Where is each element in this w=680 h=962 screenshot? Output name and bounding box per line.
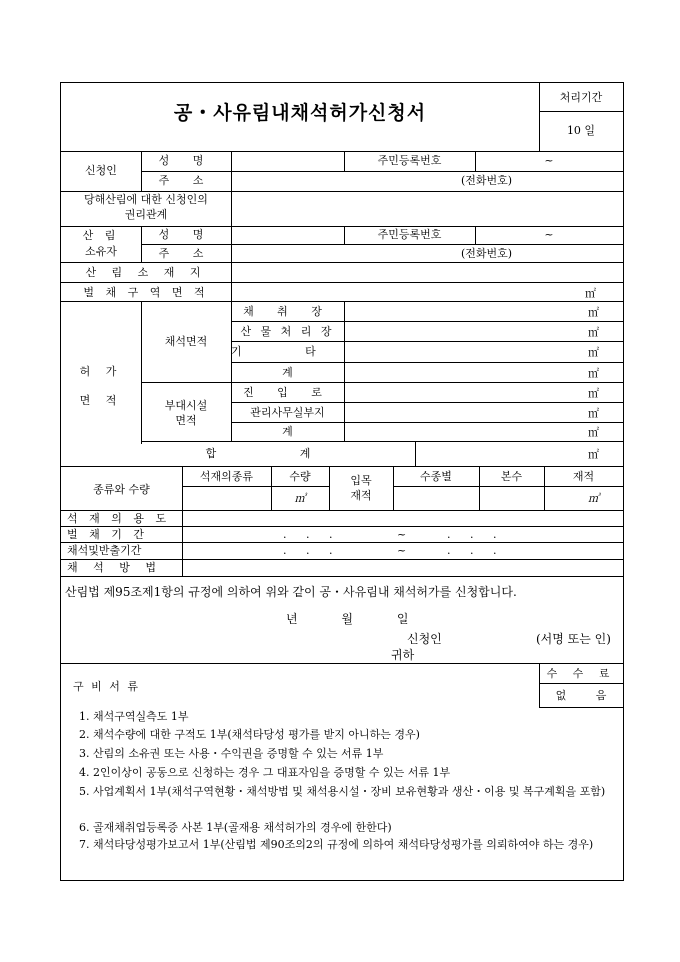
felling-period-label: 벌 채 기 간 — [67, 528, 148, 541]
quarry-row-label: 채 취 장 — [243, 305, 332, 318]
fee-label: 수 수 료 — [546, 667, 616, 680]
applicant-id-label: 주민등록번호 — [377, 154, 442, 167]
quarry-row-unit: ㎡ — [588, 306, 599, 319]
document-item: 7. 채석타당성평가보고서 1부(산림법 제90조의2의 규정에 의하여 채석타당성평가를 의뢰하여야 하는 경우) — [79, 838, 594, 851]
permit-total-unit: ㎡ — [588, 448, 599, 461]
declaration-applicant: 신청인 — [407, 632, 442, 646]
quarry-period-label: 채석및반출기간 — [67, 544, 142, 557]
stone-use-label: 석 재 의 용 도 — [67, 512, 171, 525]
quarry-period-end[interactable]: . . . — [447, 544, 497, 557]
quarry-row-label: 계 — [282, 366, 293, 379]
rights-label-line2: 권리관계 — [124, 208, 168, 221]
owner-id-label: 주민등록번호 — [377, 228, 442, 241]
facility-row-unit: ㎡ — [588, 387, 599, 400]
application-form — [60, 82, 624, 881]
quantity-unit: ㎥ — [294, 492, 306, 505]
kind-qty-label: 종류와 수량 — [93, 483, 150, 496]
quarry-row-unit: ㎡ — [588, 367, 599, 380]
facility-area-group-line2: 면적 — [175, 414, 197, 427]
declaration-sign[interactable]: (서명 또는 인) — [536, 632, 611, 646]
form-title: 공・사유림내채석허가신청서 — [173, 102, 427, 124]
quarry-row-label: 기 타 — [231, 345, 346, 358]
standing-tree-header-line2: 재적 — [350, 489, 372, 502]
owner-label-line2: 소유자 — [85, 245, 117, 258]
documents-heading: 구 비 서 류 — [73, 680, 140, 693]
permit-area-label-line2: 면 적 — [79, 394, 123, 407]
document-item: 1. 채석구역실측도 1부 — [79, 710, 189, 723]
applicant-phone-label[interactable]: (전화번호) — [461, 174, 513, 187]
document-item: 4. 2인이상이 공동으로 신청하는 경우 그 대표자임을 증명할 수 있는 서류 1부 — [79, 766, 451, 779]
facility-area-group-line1: 부대시설 — [164, 399, 208, 412]
owner-address-label: 주 소 — [158, 247, 214, 260]
applicant-address-label: 주 소 — [158, 174, 214, 187]
quarry-row-unit: ㎡ — [588, 326, 599, 339]
document-item: 2. 채석수량에 대한 구적도 1부(채석타당성 평가를 받지 아니하는 경우) — [79, 728, 420, 741]
processing-period-value: 10 일 — [566, 124, 596, 137]
felling-period-start[interactable]: . . . — [283, 528, 333, 541]
quarry-period-sep: ~ — [397, 544, 407, 557]
quarry-row-unit: ㎡ — [588, 346, 599, 359]
quarry-area-group-label: 채석면적 — [164, 335, 208, 348]
quantity-header: 수량 — [289, 470, 311, 483]
applicant-label: 신청인 — [85, 164, 117, 177]
fee-value: 없 음 — [555, 689, 607, 702]
facility-row-unit: ㎡ — [588, 426, 599, 439]
applicant-name-label: 성 명 — [158, 154, 214, 167]
owner-name-label: 성 명 — [158, 228, 214, 241]
document-item: 5. 사업계획서 1부(채석구역현황・채석방법 및 채석용시설・장비 보유현황과 생산・이용 및 복구계획을 포함) — [79, 785, 606, 798]
owner-phone-label[interactable]: (전화번호) — [461, 247, 513, 260]
permit-area-label-line1: 허 가 — [79, 365, 123, 378]
felling-period-sep: ~ — [397, 528, 407, 541]
permit-total-label: 합 계 — [205, 447, 351, 460]
volume-header: 재적 — [572, 470, 595, 483]
owner-id-field[interactable]: ~ — [544, 228, 554, 241]
felling-period-end[interactable]: . . . — [447, 528, 497, 541]
species-header: 수종별 — [420, 470, 452, 483]
stone-type-header: 석재의종류 — [199, 470, 254, 483]
standing-tree-header-line1: 입목 — [350, 474, 372, 487]
quarry-method-label: 채 석 방 법 — [67, 561, 162, 574]
document-item: 3. 산림의 소유권 또는 사용・수익권을 증명할 수 있는 서류 1부 — [79, 747, 384, 760]
volume-unit: ㎥ — [588, 492, 599, 505]
facility-row-label: 관리사무실부지 — [250, 406, 325, 419]
quarry-period-start[interactable]: . . . — [283, 544, 333, 557]
declaration-date[interactable]: 년 월 일 — [286, 612, 409, 626]
declaration-text: 산림법 제95조제1항의 규정에 의하여 위와 같이 공・사유림내 채석허가를 신청합니다. — [65, 585, 517, 599]
tree-count-header: 본수 — [500, 470, 523, 483]
felling-area-label: 벌 채 구 역 면 적 — [83, 286, 209, 299]
processing-period-label: 처리기간 — [559, 91, 603, 104]
document-item: 6. 골재채취업등록증 사본 1부(골재용 채석허가의 경우에 한한다) — [79, 821, 392, 834]
quarry-row-label: 산 물 처 리 장 — [240, 325, 335, 338]
felling-area-unit: ㎡ — [585, 287, 596, 300]
declaration-addressee: 귀하 — [391, 648, 415, 662]
facility-row-label: 진 입 로 — [243, 386, 332, 399]
rights-label-line1: 당해산림에 대한 신청인의 — [84, 193, 208, 206]
applicant-id-field[interactable]: ~ — [544, 154, 554, 167]
owner-label-line1: 산 림 — [82, 229, 120, 242]
facility-row-unit: ㎡ — [588, 407, 599, 420]
facility-row-label: 계 — [282, 425, 293, 438]
forest-location-label: 산 림 소 재 지 — [85, 266, 207, 279]
